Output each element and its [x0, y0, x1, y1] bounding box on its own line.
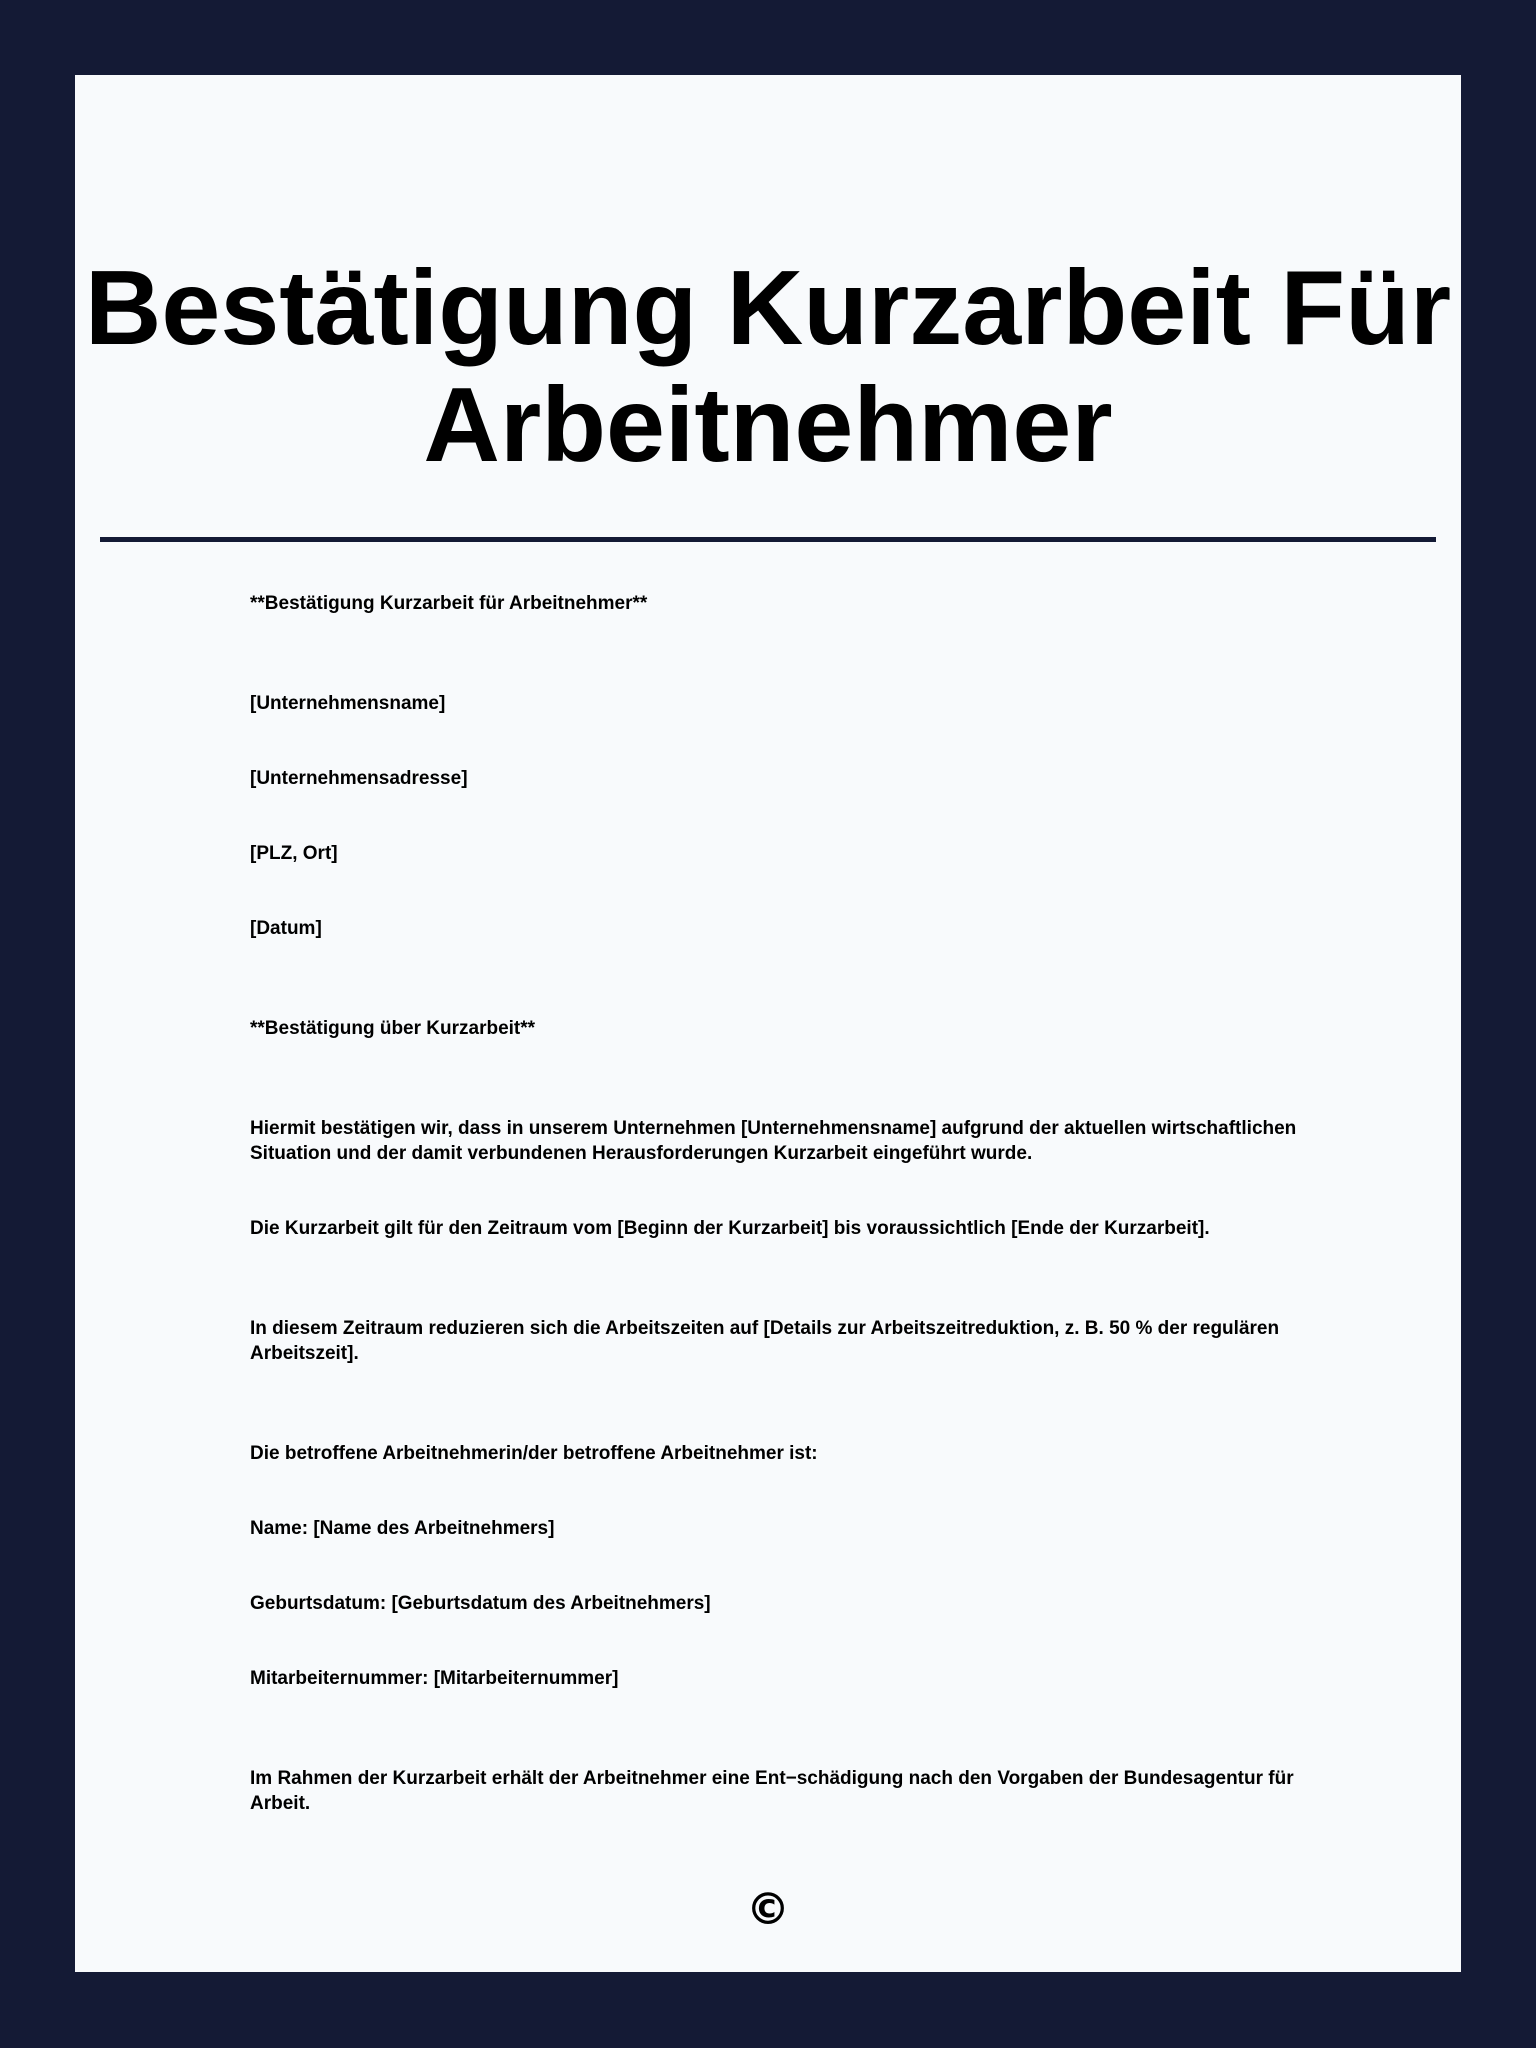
document-page	[75, 75, 1461, 1972]
paragraph-hours: In diesem Zeitraum reduzieren sich die Arbeitszeiten auf [Details zur Arbeitszeitreduktion, z. B. 50 % der regulären Arbeitszeit].	[250, 1318, 1280, 1364]
document-date: [Datum]	[250, 918, 322, 939]
title-divider	[100, 537, 1436, 542]
company-address: [Unternehmensadresse]	[250, 768, 468, 789]
paragraph-compensation: Im Rahmen der Kurzarbeit erhält der Arbeitnehmer eine Ent−schädigung nach den Vorgaben der Bundesagentur für Arbeit.	[250, 1768, 1294, 1814]
paragraph-employee: Die betroffene Arbeitnehmerin/der betroffene Arbeitnehmer ist:	[250, 1443, 818, 1464]
paragraph-period: Die Kurzarbeit gilt für den Zeitraum vom [Beginn der Kurzarbeit] bis voraussichtlich [Ende der Kurzarbeit].	[250, 1218, 1210, 1239]
employee-name: Name: [Name des Arbeitnehmers]	[250, 1518, 555, 1539]
employee-number: Mitarbeiternummer: [Mitarbeiternummer]	[250, 1668, 619, 1689]
document-title: Bestätigung Kurzarbeit Für Arbeitnehmer	[84, 249, 1452, 484]
document-subheading: **Bestätigung über Kurzarbeit**	[250, 1018, 536, 1039]
company-name: [Unternehmensname]	[250, 693, 446, 714]
paragraph-intro: Hiermit bestätigen wir, dass in unserem Unternehmen [Unternehmensname] aufgrund der aktuellen wirtschaftlichen Situation und der damit verbundenen Herausforderungen Kurzarbeit eingeführt wurde.	[250, 1118, 1297, 1164]
document-heading: **Bestätigung Kurzarbeit für Arbeitnehmer**	[250, 593, 648, 614]
copyright-icon: ©	[746, 1884, 790, 1935]
employee-birthdate: Geburtsdatum: [Geburtsdatum des Arbeitnehmers]	[250, 1593, 711, 1614]
postal-city: [PLZ, Ort]	[250, 843, 338, 864]
